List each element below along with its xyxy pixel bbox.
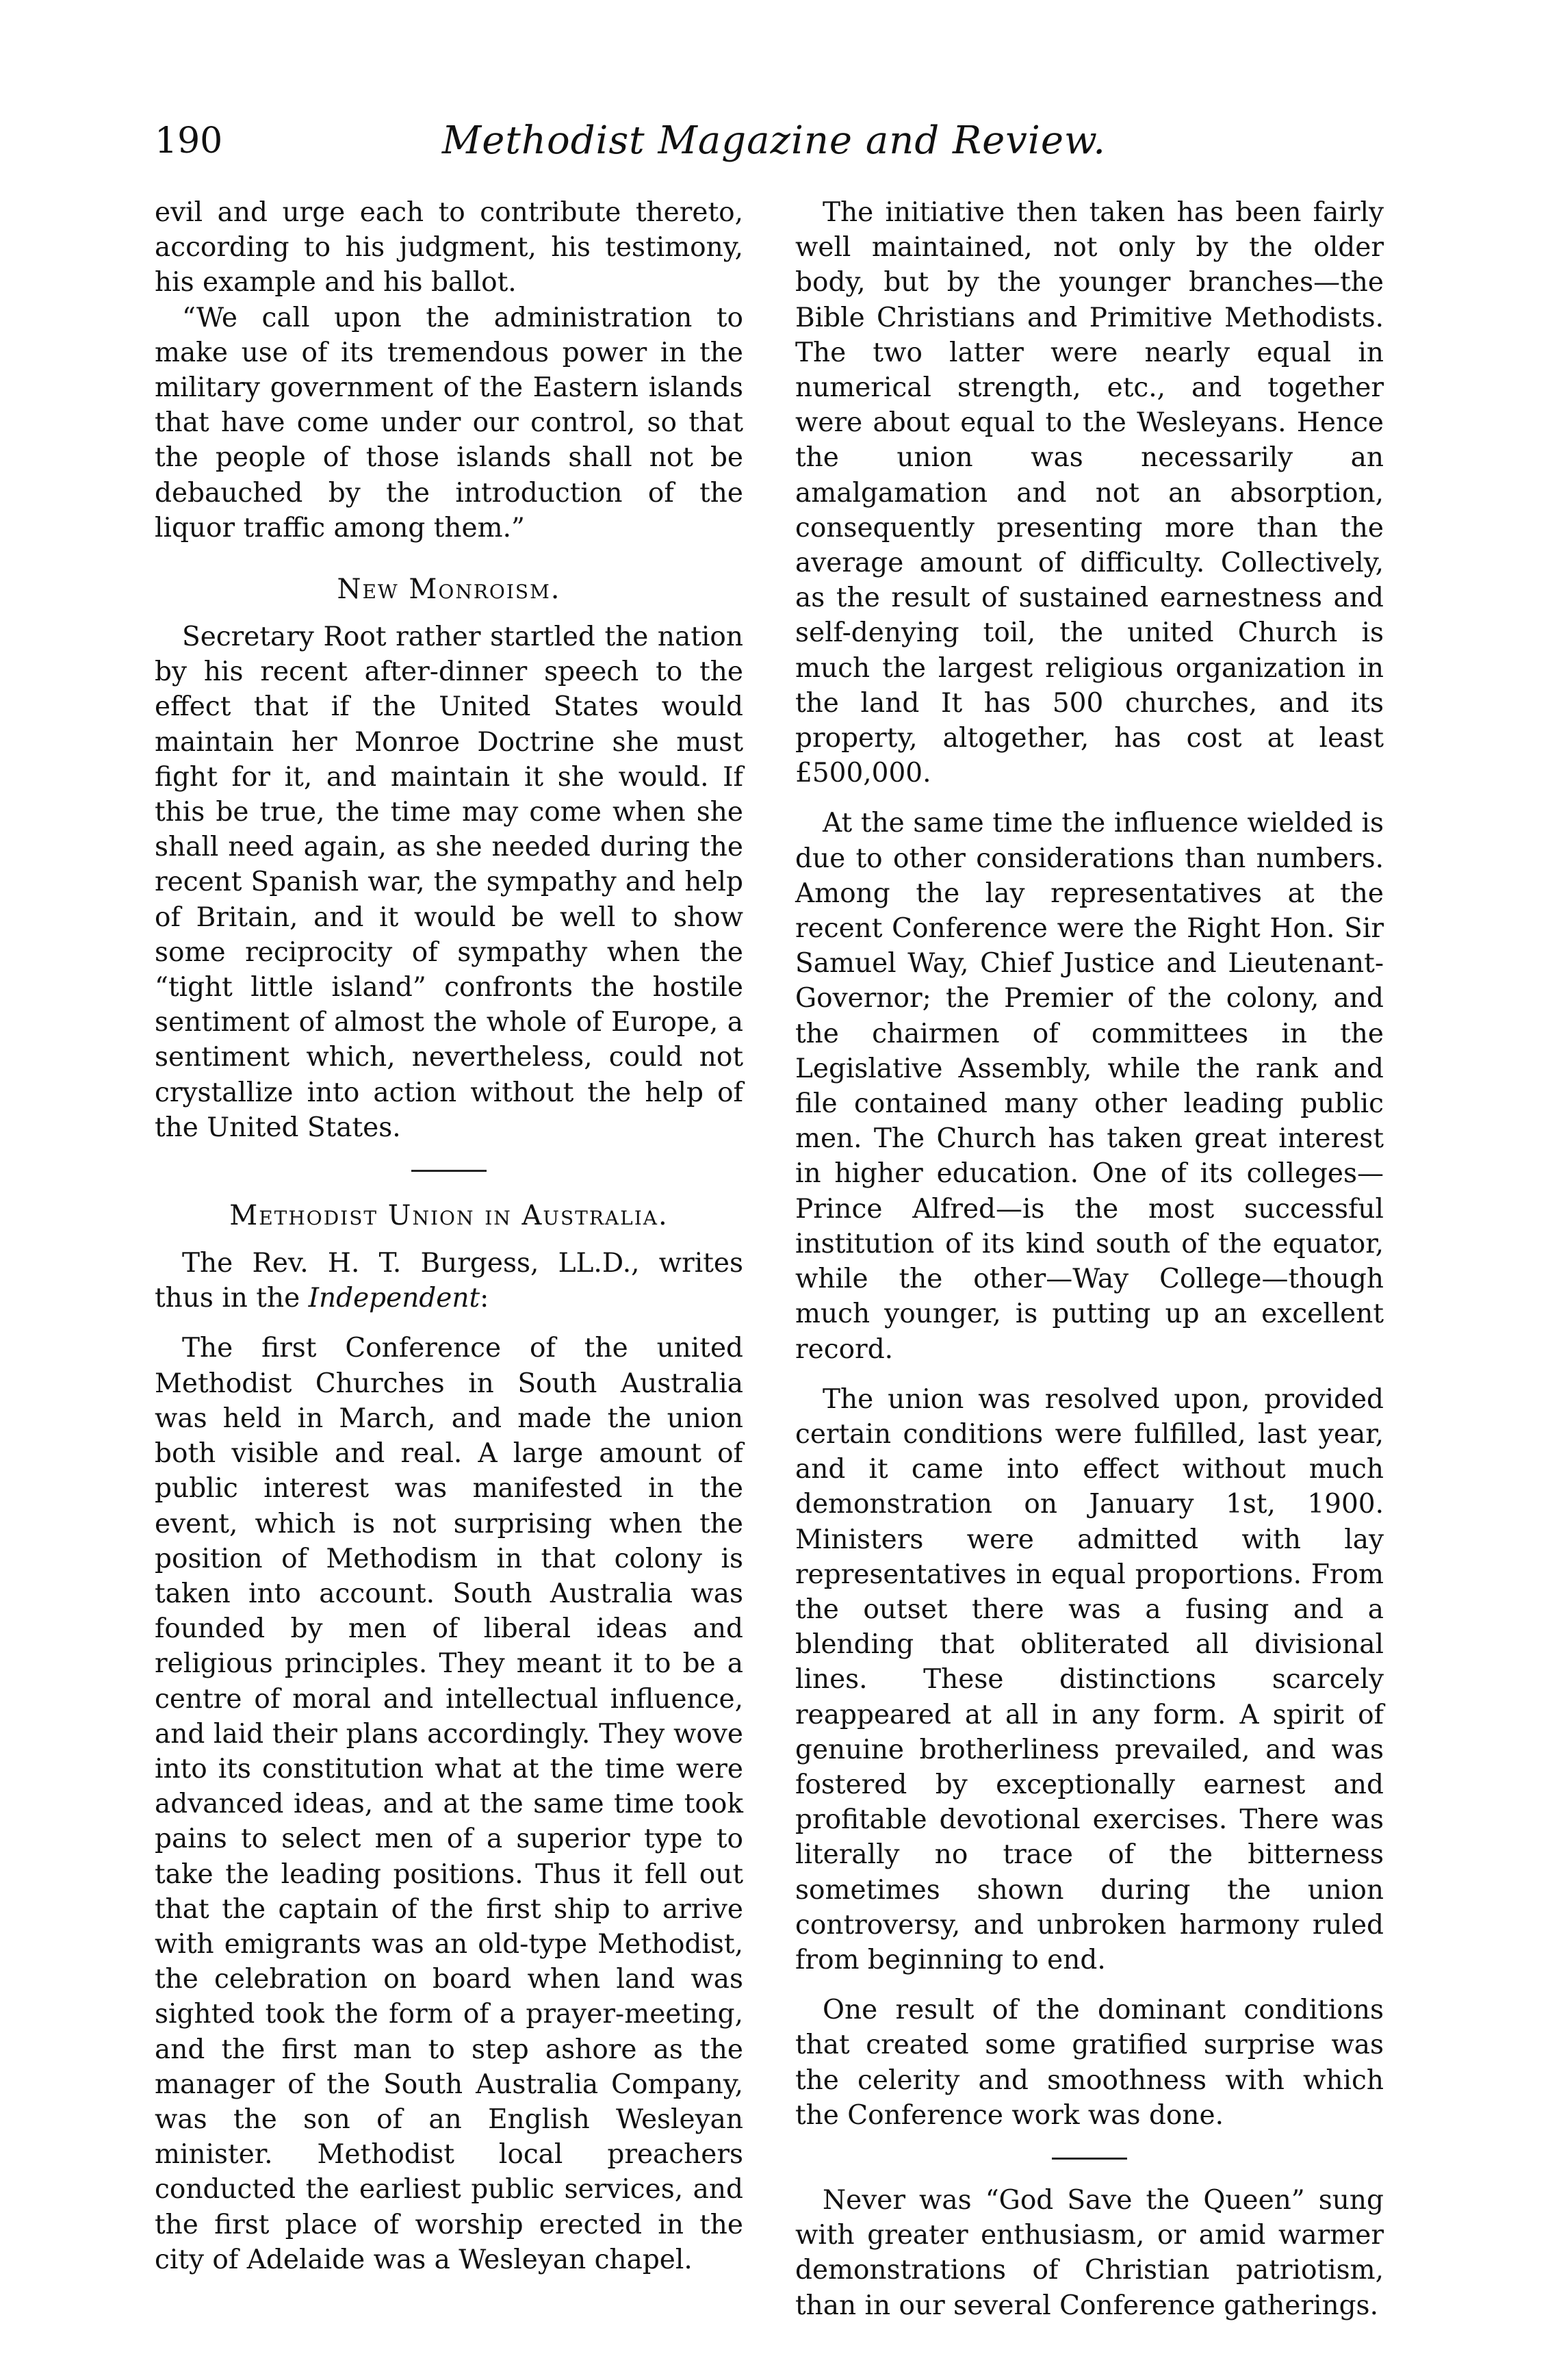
byline-paragraph	[155, 1246, 743, 1316]
section-heading-methodist-union: Methodist Union in Australia.	[229, 1200, 669, 1232]
byline-colon: :	[480, 1283, 489, 1314]
quoted-resolution: “We call upon the administration to make use of its tremendous power in the military government of the Eastern islands that have come under our control, so that the people of those islands shall not be debauched by the introduction of the liquor traffic among them.”	[155, 302, 743, 543]
paragraph: Never was “God Save the Queen” sung with greater enthusiasm, or amid warmer demonstrations of Christian patriotism, than in our several Conference gatherings.	[795, 2184, 1384, 2321]
right-column	[795, 195, 1384, 2323]
running-title: Methodist Magazine and Review.	[441, 118, 1107, 163]
paragraph: The first Conference of the united Methodist Churches in South Australia was held in March, and made the union both visible and real. A large amount of public interest was manifested in the event, which is not surprising when the position of Methodism in that colony is taken into account. South Australia was founded by men of liberal ideas and religious principles. They meant it to be a centre of moral and intellectual influence, and laid their plans accordingly. They wove into its constitution what at the time were advanced ideas, and at the same time took pains to select men of a superior type to take the leading positions. Thus it fell out that the captain of the first ship to arrive with emigrants was an old-type Methodist, the celebration on board when land was sighted took the form of a prayer-meeting, and the first man to step ashore as the manager of the South Australia Company, was the son of an English Wesleyan minister. Methodist local preachers conducted the earliest public services, and the first place of worship erected in the city of Adelaide was a Wesleyan chapel.	[155, 1333, 743, 2275]
paragraph: The union was resolved upon, provided certain conditions were fulfilled, last year, and it came into effect without much demonstration on January 1st, 1900. Ministers were admitted with lay representatives in equal proportions. From the outset there was a fusing and a blending that obliterated all divisional lines. These distinctions scarcely reappeared at all in any form. A spirit of genuine brotherliness prevailed, and was fostered by exceptionally earnest and profitable devotional exercises. There was literally no trace of the bitterness sometimes shown during the union controversy, and unbroken harmony ruled from beginning to end.	[795, 1383, 1384, 1975]
paragraph: One result of the dominant conditions that created some gratified surprise was the celerity and smoothness with which the Conference work was done.	[795, 1995, 1384, 2131]
publication-name: Independent	[308, 1283, 480, 1314]
paragraph: The initiative then taken has been fairly well maintained, not only by the older body, but by the younger branches—the Bible Christians and Primitive Methodists. The two latter were nearly equal in numerical strength, etc., and together were about equal to the Wesleyans. Hence the union was necessarily an amalgamation and not an absorption, consequently presenting more than the average amount of difficulty. Collectively, as the result of sustained earnestness and self-denying toil, the united Church is much the largest religious organization in the land It has 500 churches, and its property, altogether, has cost at least £500,000.	[795, 197, 1384, 789]
page-number: 190	[155, 120, 223, 162]
left-column	[155, 195, 743, 2277]
section-divider	[411, 1170, 487, 1172]
paragraph: Secretary Root rather startled the nation by his recent after-dinner speech to the effect that if the United States would maintain her Monroe Doctrine she must fight for it, and maintain it she would. If this be true, the time may come when she shall need again, as she needed during the recent Spanish war, the sympathy and help of Britain, and it would be well to show some reciprocity of sympathy when the “tight little island” confronts the hostile sentiment of almost the whole of Europe, a sentiment which, nevertheless, could not crystallize into action without the help of the United States.	[155, 622, 743, 1143]
byline-text: The Rev. H. T. Burgess, LL.D., writes thus in the	[155, 1248, 743, 1314]
paragraph: evil and urge each to contribute thereto, according to his judgment, his testimony, his example and his ballot.	[155, 197, 743, 298]
section-heading-new-monroism: New Monroism.	[337, 574, 561, 606]
section-divider	[1052, 2158, 1127, 2160]
page-header	[155, 116, 1393, 171]
paragraph: At the same time the influence wielded is due to other considerations than numbers. Among the lay representatives at the recent Conference were the Right Hon. Sir Samuel Way, Chief Justice and Lieutenant-Governor; the Premier of the colony, and the chairmen of committees in the Legislative Assembly, while the rank and file contained many other leading public men. The Church has taken great interest in higher education. One of its colleges—Prince Alfred—is the most successful institution of its kind south of the equator, while the other—Way College—though much younger, is putting up an excellent record.	[795, 808, 1384, 1365]
